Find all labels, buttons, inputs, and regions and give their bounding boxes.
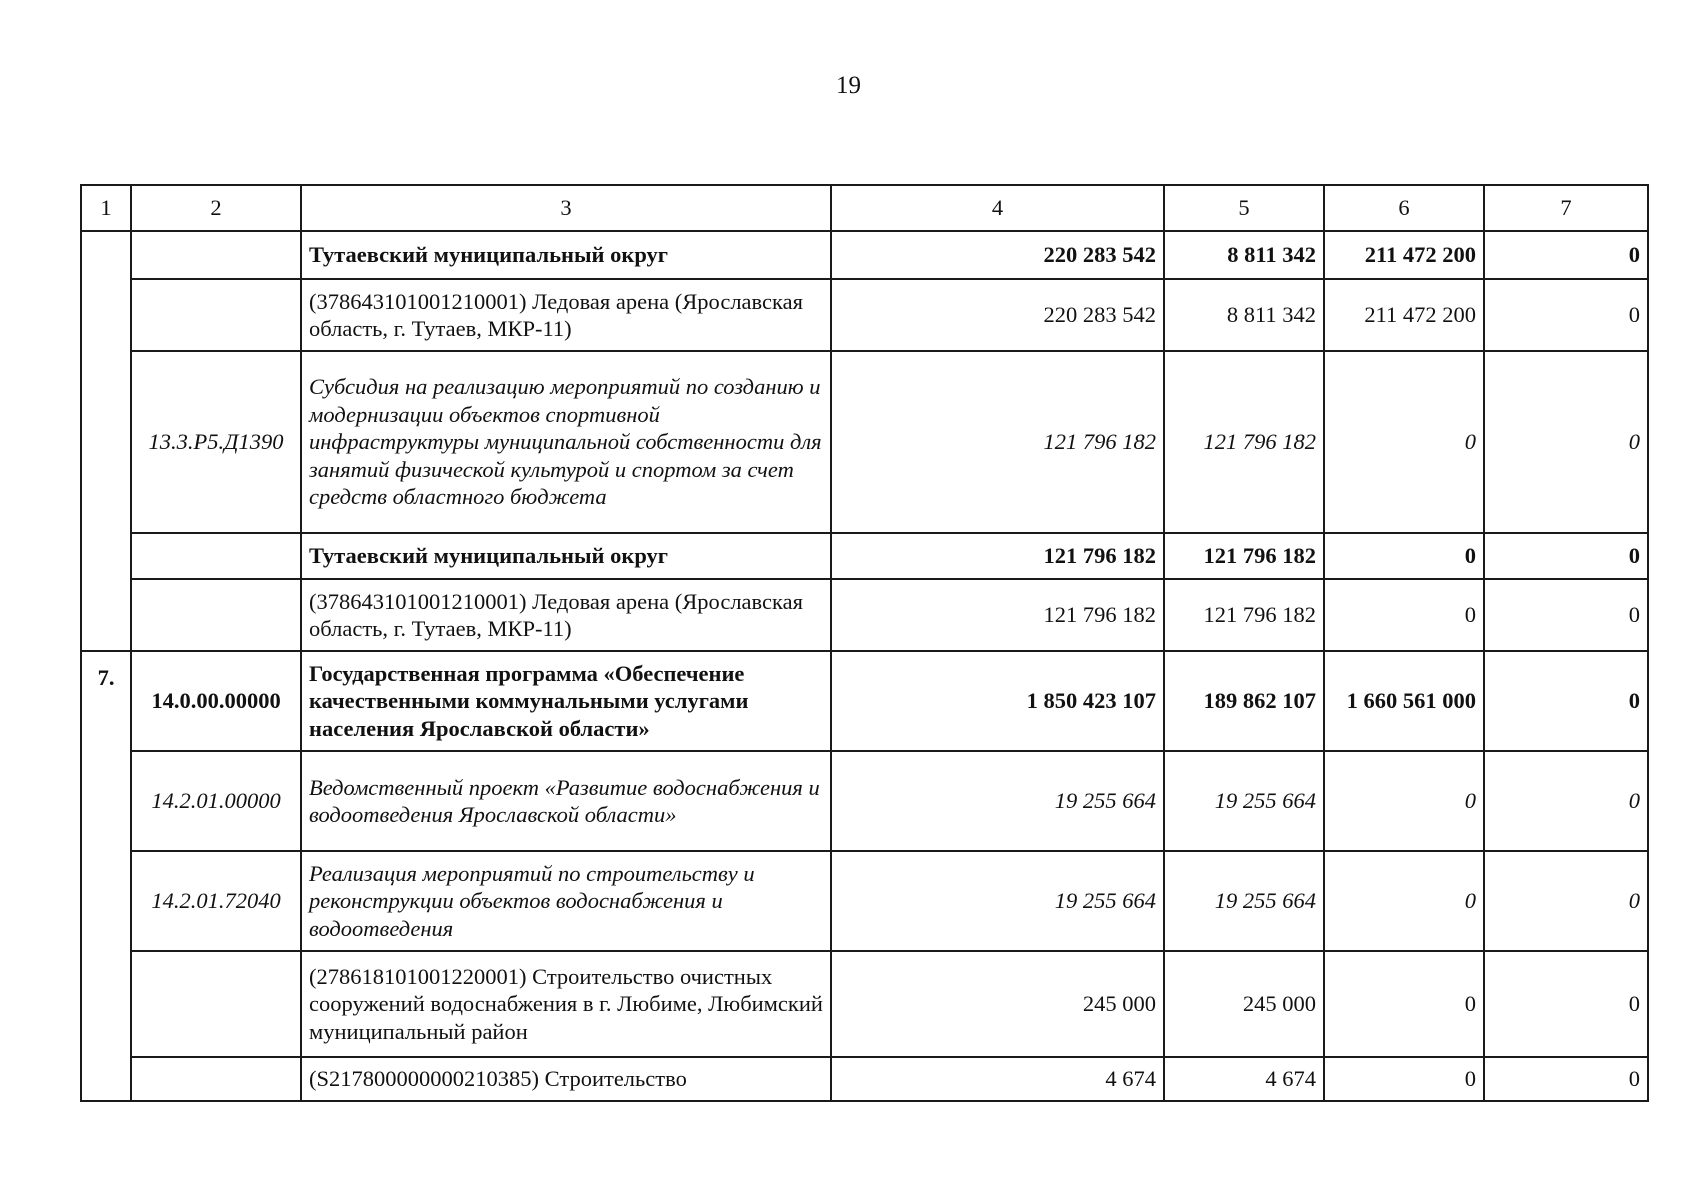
row-value-4: 121 796 182 <box>831 351 1164 533</box>
row-value-7: 0 <box>1484 279 1648 351</box>
row-index-cell <box>81 231 131 651</box>
row-value-6: 0 <box>1324 533 1484 579</box>
page-number: 19 <box>836 72 861 99</box>
row-value-5: 8 811 342 <box>1164 279 1324 351</box>
row-value-4: 220 283 542 <box>831 279 1164 351</box>
row-value-4: 4 674 <box>831 1057 1164 1101</box>
column-header-6: 6 <box>1324 185 1484 231</box>
row-name: Тутаевский муниципальный округ <box>301 231 831 279</box>
row-code <box>131 533 301 579</box>
row-value-7: 0 <box>1484 751 1648 851</box>
row-value-5: 19 255 664 <box>1164 851 1324 951</box>
column-header-7: 7 <box>1484 185 1648 231</box>
column-header-1: 1 <box>81 185 131 231</box>
row-value-6: 0 <box>1324 579 1484 651</box>
row-value-6: 0 <box>1324 351 1484 533</box>
row-value-7: 0 <box>1484 351 1648 533</box>
row-value-7: 0 <box>1484 533 1648 579</box>
row-code <box>131 279 301 351</box>
row-value-6: 211 472 200 <box>1324 279 1484 351</box>
row-value-5: 189 862 107 <box>1164 651 1324 751</box>
row-value-6: 211 472 200 <box>1324 231 1484 279</box>
row-value-5: 121 796 182 <box>1164 533 1324 579</box>
row-name: Ведомственный проект «Развитие водоснабжения и водоотведения Ярославской области» <box>301 751 831 851</box>
row-name: (278618101001220001) Строительство очистных сооружений водоснабжения в г. Любиме, Любимский муниципальный район <box>301 951 831 1057</box>
row-code <box>131 1057 301 1101</box>
table-row <box>81 351 1648 533</box>
column-header-2: 2 <box>131 185 301 231</box>
row-code: 14.0.00.00000 <box>131 651 301 751</box>
row-value-5: 245 000 <box>1164 951 1324 1057</box>
row-code: 14.2.01.00000 <box>131 751 301 851</box>
row-value-5: 4 674 <box>1164 1057 1324 1101</box>
row-value-4: 19 255 664 <box>831 751 1164 851</box>
row-value-4: 19 255 664 <box>831 851 1164 951</box>
row-value-7: 0 <box>1484 651 1648 751</box>
row-value-6: 0 <box>1324 1057 1484 1101</box>
row-value-6: 0 <box>1324 851 1484 951</box>
row-code <box>131 579 301 651</box>
header-row <box>81 185 1648 231</box>
row-code <box>131 231 301 279</box>
column-header-5: 5 <box>1164 185 1324 231</box>
row-index-cell: 7. <box>81 651 131 1101</box>
table-row <box>81 951 1648 1057</box>
table-row <box>81 751 1648 851</box>
table-row <box>81 231 1648 279</box>
row-value-5: 121 796 182 <box>1164 579 1324 651</box>
row-value-7: 0 <box>1484 851 1648 951</box>
row-name: (S217800000000210385) Строительство <box>301 1057 831 1101</box>
row-code: 13.3.Р5.Д1390 <box>131 351 301 533</box>
row-name: (378643101001210001) Ледовая арена (Ярославская область, г. Тутаев, МКР-11) <box>301 279 831 351</box>
row-value-6: 0 <box>1324 751 1484 851</box>
table-row <box>81 533 1648 579</box>
table-row <box>81 851 1648 951</box>
row-value-7: 0 <box>1484 951 1648 1057</box>
column-header-4: 4 <box>831 185 1164 231</box>
row-value-4: 220 283 542 <box>831 231 1164 279</box>
table-row <box>81 279 1648 351</box>
row-value-4: 121 796 182 <box>831 579 1164 651</box>
row-value-5: 121 796 182 <box>1164 351 1324 533</box>
row-value-7: 0 <box>1484 579 1648 651</box>
budget-table <box>80 184 1649 1102</box>
row-name: Государственная программа «Обеспечение качественными коммунальными услугами населения Ярославской области» <box>301 651 831 751</box>
column-header-3: 3 <box>301 185 831 231</box>
row-code <box>131 951 301 1057</box>
row-value-5: 19 255 664 <box>1164 751 1324 851</box>
table-row <box>81 1057 1648 1101</box>
row-value-4: 121 796 182 <box>831 533 1164 579</box>
row-value-7: 0 <box>1484 1057 1648 1101</box>
row-name: (378643101001210001) Ледовая арена (Ярославская область, г. Тутаев, МКР-11) <box>301 579 831 651</box>
table-row <box>81 651 1648 751</box>
row-value-4: 1 850 423 107 <box>831 651 1164 751</box>
row-code: 14.2.01.72040 <box>131 851 301 951</box>
row-value-5: 8 811 342 <box>1164 231 1324 279</box>
row-value-6: 1 660 561 000 <box>1324 651 1484 751</box>
row-name: Тутаевский муниципальный округ <box>301 533 831 579</box>
row-name: Субсидия на реализацию мероприятий по созданию и модернизации объектов спортивной инфраструктуры муниципальной собственности для занятий физической культурой и спортом за счет средств областного бюджета <box>301 351 831 533</box>
table-row <box>81 579 1648 651</box>
row-name: Реализация мероприятий по строительству и реконструкции объектов водоснабжения и водоотведения <box>301 851 831 951</box>
row-value-4: 245 000 <box>831 951 1164 1057</box>
row-value-6: 0 <box>1324 951 1484 1057</box>
row-value-7: 0 <box>1484 231 1648 279</box>
